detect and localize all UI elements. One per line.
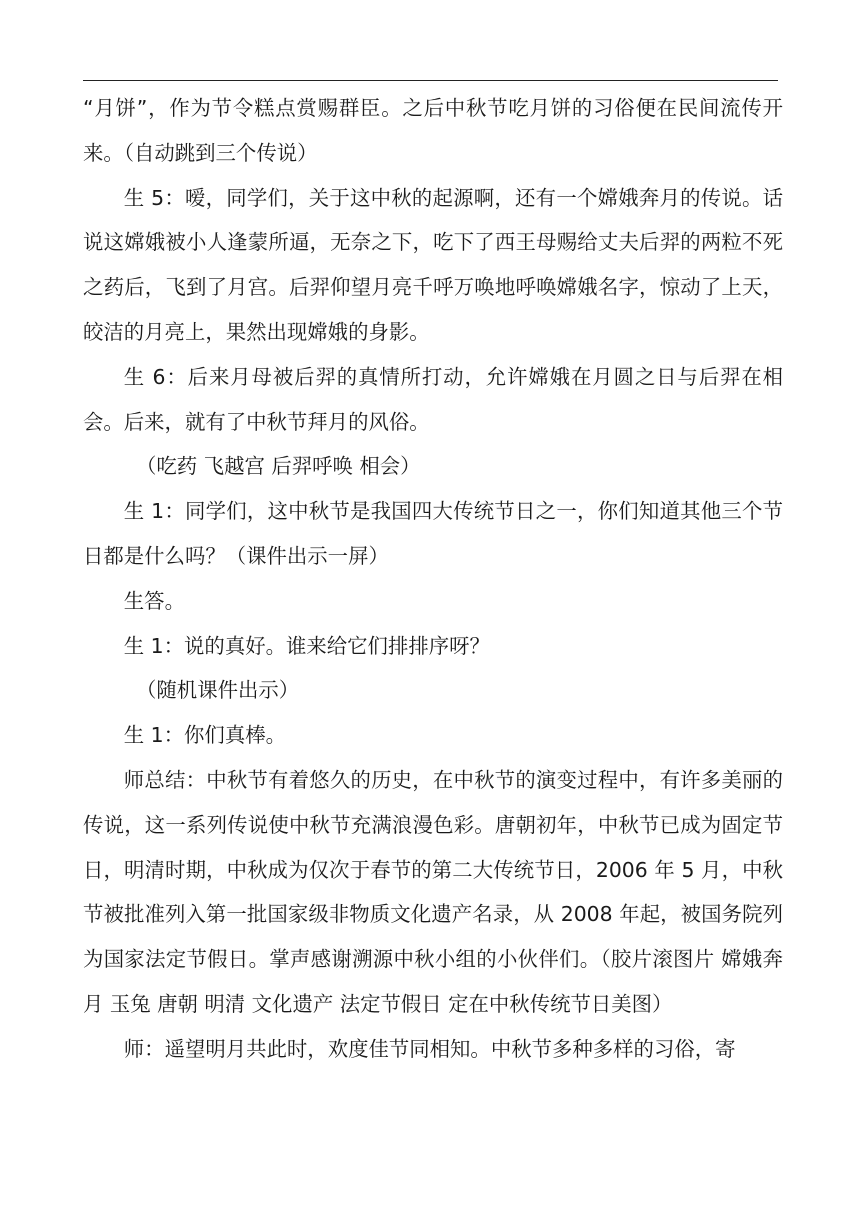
document-body — [83, 86, 783, 1072]
paragraph-student5-legend: 生 5：嗳，同学们，关于这中秋的起源啊，还有一个嫦娥奔月的传说。话说这嫦娥被小人逢蒙所逼，无奈之下，吃下了西王母赐给丈夫后羿的两粒不死之药后，飞到了月宫。后羿仰望月亮千呼万唤地呼唤嫦娥名字，惊动了上天，皎洁的月亮上，果然出现嫦娥的身影。 — [83, 185, 783, 344]
paragraph-mooncake-custom: “月饼”，作为节令糕点赏赐群臣。之后中秋节吃月饼的习俗便在民间流传开来。（自动跳到三个传说） — [83, 96, 783, 165]
paragraph-legend-keywords: （吃药 飞越宫 后羿呼唤 相会） — [136, 454, 421, 479]
paragraph-teacher-summary: 师总结：中秋节有着悠久的历史，在中秋节的演变过程中，有许多美丽的传说，这一系列传说使中秋节充满浪漫色彩。唐朝初年，中秋节已成为固定节日，明清时期，中秋成为仅次于春节的第二大传统节日，2006 年 5 月，中秋节被批准列入第一批国家级非物质文化遗产名录，从 2008 年起，被国务院列为国家法定节假日。掌声感谢溯源中秋小组的小伙伴们。（胶片滚图片 嫦娥奔月 玉兔 唐朝 明清 文化遗产 法定节假日 定在中秋传统节日美图） — [83, 767, 783, 1016]
paragraph-students-answer: 生答。 — [123, 588, 185, 613]
paragraph-student6-moon-worship: 生 6：后来月母被后羿的真情所打动，允许嫦娥在月圆之日与后羿在相会。后来，就有了中秋节拜月的风俗。 — [83, 364, 783, 434]
paragraph-teacher-closing: 师：遥望明月共此时，欢度佳节同相知。中秋节多种多样的习俗，寄 — [123, 1036, 736, 1061]
paragraph-student1-ordering: 生 1：说的真好。谁来给它们排排序呀？ — [123, 633, 490, 658]
header-rule — [83, 80, 778, 81]
paragraph-student1-praise: 生 1：你们真棒。 — [123, 723, 286, 748]
paragraph-student1-question: 生 1：同学们，这中秋节是我国四大传统节日之一，你们知道其他三个节日都是什么吗？（课件出示一屏） — [83, 499, 783, 568]
paragraph-random-courseware: （随机课件出示） — [136, 678, 300, 703]
